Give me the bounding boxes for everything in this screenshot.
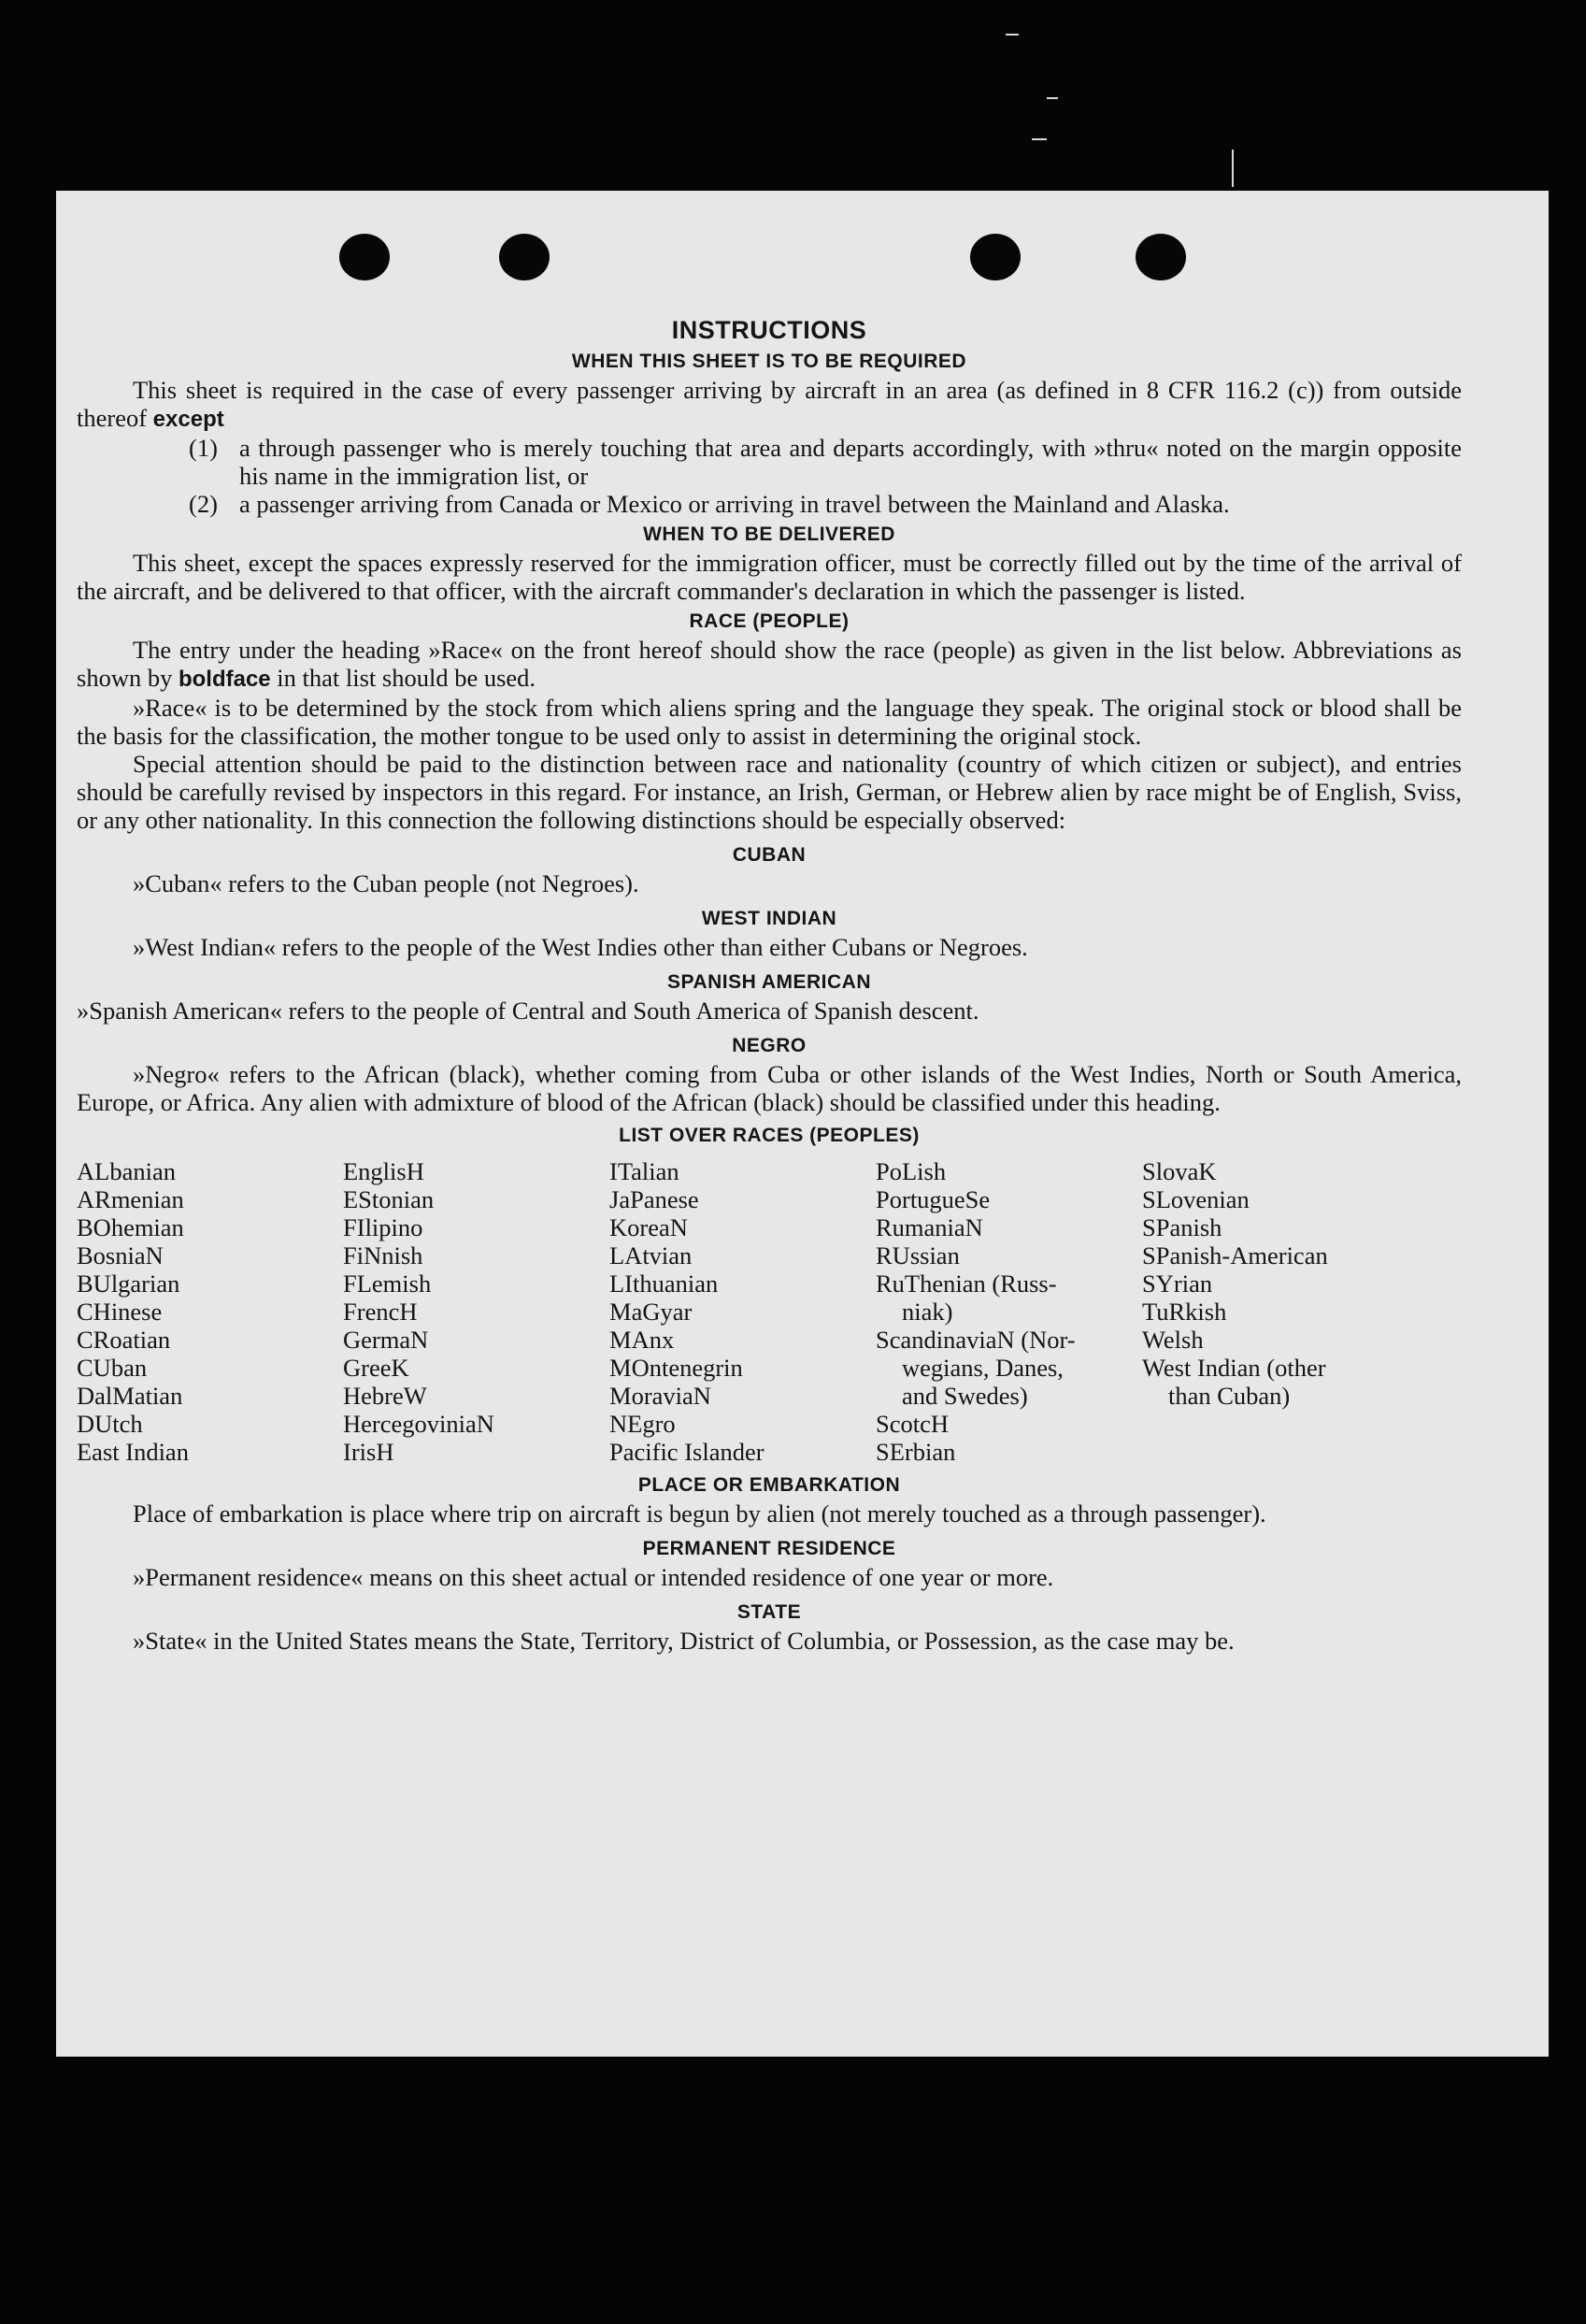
race-column xyxy=(77,1157,343,1466)
paragraph: »Permanent residence« means on this sheet actual or intended residence of one year or more. xyxy=(133,1563,1054,1591)
section-heading: PERMANENT RESIDENCE xyxy=(642,1538,896,1559)
race-item: West Indian (other xyxy=(1142,1354,1326,1382)
race-item: SErbian xyxy=(876,1438,956,1466)
race-item: ITalian xyxy=(609,1157,679,1185)
race-item: BOhemian xyxy=(77,1213,184,1241)
race-item: CHinese xyxy=(77,1298,163,1326)
race-column xyxy=(876,1157,1142,1466)
section-heading: STATE xyxy=(736,1601,802,1623)
race-item: and Swedes) xyxy=(902,1382,1028,1410)
list-item xyxy=(77,434,1462,490)
section-heading: WEST INDIAN xyxy=(701,908,837,929)
paragraph: Special attention should be paid to the distinction between race and nationality (country of which citizen or subject), and entries should be carefully revised by inspectors in this regard. For instance, an Irish, German, or Hebrew alien by race might be of English, Sviss, or any other nationality. In this connection the following distinctions should be especially observed: xyxy=(77,750,1462,834)
race-item: FiNnish xyxy=(343,1241,423,1270)
race-item: FLemish xyxy=(343,1270,432,1298)
race-item: SPanish-American xyxy=(1142,1241,1328,1270)
race-column xyxy=(1142,1157,1408,1466)
race-item: NEgro xyxy=(609,1410,676,1438)
section-heading: WHEN TO BE DELIVERED xyxy=(643,524,895,545)
paragraph: This sheet, except the spaces expressly reserved for the immigration officer, must be correctly filled out by the time of the arrival of the aircraft, and be delivered to that officer, with the aircraft commander's declaration in which the passenger is listed. xyxy=(77,549,1462,605)
race-item: EnglisH xyxy=(343,1157,424,1185)
paragraph: »Negro« refers to the African (black), whether coming from Cuba or other islands of the West Indies, North or South America, Europe, or Africa. Any alien with admixture of blood of the African (black) should be classified under this heading. xyxy=(77,1060,1462,1116)
section-heading: PLACE OR EMBARKATION xyxy=(637,1474,901,1496)
race-item: GermaN xyxy=(343,1326,429,1354)
race-column xyxy=(343,1157,609,1466)
race-item: EStonian xyxy=(343,1185,435,1213)
race-item: ALbanian xyxy=(77,1157,176,1185)
section-heading: SPANISH AMERICAN xyxy=(666,971,871,993)
paragraph-text: in that list should be used. xyxy=(277,664,536,692)
race-item: CRoatian xyxy=(77,1326,171,1354)
race-item: SlovaK xyxy=(1142,1157,1217,1185)
race-item: wegians, Danes, xyxy=(902,1354,1064,1382)
race-item: SLovenian xyxy=(1142,1185,1250,1213)
race-column xyxy=(609,1157,876,1466)
race-item: PoLish xyxy=(876,1157,947,1185)
race-item: PortugueSe xyxy=(876,1185,991,1213)
race-item: SPanish xyxy=(1142,1213,1222,1241)
race-item: MaGyar xyxy=(609,1298,693,1326)
paragraph: »State« in the United States means the State, Territory, District of Columbia, or Possession, as the case may be. xyxy=(133,1627,1235,1655)
race-list xyxy=(77,1157,1462,1466)
race-item: CUban xyxy=(77,1354,148,1382)
race-item: DalMatian xyxy=(77,1382,183,1410)
scan-speck xyxy=(1047,97,1058,99)
paragraph: »Spanish American« refers to the people of Central and South America of Spanish descent. xyxy=(77,997,979,1025)
paragraph-text: The entry under the heading »Race« on the front hereof should show the race (people) as given in the list below. Abbreviations as shown by xyxy=(77,636,1462,692)
scan-speck xyxy=(1032,138,1047,140)
list-number: (1) xyxy=(189,434,218,462)
paragraph: »Race« is to be determined by the stock from which aliens spring and the language they speak. The original stock or blood shall be the basis for the classification, the mother tongue to be used only to assist in determining the original stock. xyxy=(77,694,1462,750)
punch-hole xyxy=(970,234,1021,280)
race-item: niak) xyxy=(902,1298,953,1326)
instructions-content xyxy=(77,316,1462,1655)
race-item: HercegoviniaN xyxy=(343,1410,494,1438)
punch-hole xyxy=(499,234,550,280)
race-item: MoraviaN xyxy=(609,1382,711,1410)
paragraph: »Cuban« refers to the Cuban people (not Negroes). xyxy=(133,869,639,897)
section-heading: LIST OVER RACES (PEOPLES) xyxy=(619,1125,920,1146)
section-heading: CUBAN xyxy=(732,844,807,866)
race-item: SYrian xyxy=(1142,1270,1213,1298)
race-item: RUssian xyxy=(876,1241,960,1270)
race-item: MAnx xyxy=(609,1326,675,1354)
race-item: LAtvian xyxy=(609,1241,693,1270)
section-heading: NEGRO xyxy=(732,1035,807,1056)
race-item: MOntenegrin xyxy=(609,1354,743,1382)
section-heading: WHEN THIS SHEET IS TO BE REQUIRED xyxy=(571,351,967,372)
section-heading: RACE (PEOPLE) xyxy=(689,610,850,632)
race-item: ScandinaviaN (Nor- xyxy=(876,1326,1076,1354)
race-item: LIthuanian xyxy=(609,1270,719,1298)
race-item: DUtch xyxy=(77,1410,143,1438)
punch-hole xyxy=(1136,234,1186,280)
race-item: East Indian xyxy=(77,1438,189,1466)
document-sheet xyxy=(56,191,1549,2057)
race-item: than Cuban) xyxy=(1168,1382,1291,1410)
list-item xyxy=(77,490,1462,518)
list-text: a through passenger who is merely touching that area and departs accordingly, with »thru« noted on the margin opposite his name in the immigration list, or xyxy=(239,434,1462,490)
race-item: JaPanese xyxy=(609,1185,699,1213)
race-item: ARmenian xyxy=(77,1185,184,1213)
list-text: a passenger arriving from Canada or Mexico or arriving in travel between the Mainland and Alaska. xyxy=(239,490,1230,518)
race-item: FIlipino xyxy=(343,1213,423,1241)
punch-hole xyxy=(339,234,390,280)
race-item: IrisH xyxy=(343,1438,394,1466)
scan-speck xyxy=(1232,150,1234,187)
race-item: FrencH xyxy=(343,1298,418,1326)
race-item: Welsh xyxy=(1142,1326,1204,1354)
race-item: KoreaN xyxy=(609,1213,688,1241)
paragraph xyxy=(77,376,1462,434)
race-item: Pacific Islander xyxy=(609,1438,764,1466)
paragraph-text: This sheet is required in the case of every passenger arriving by aircraft in an area (as defined in 8 CFR 116.2 (c)) from outside thereof xyxy=(77,376,1462,432)
bold-word: except xyxy=(152,407,224,432)
race-item: BosniaN xyxy=(77,1241,164,1270)
race-item: RumaniaN xyxy=(876,1213,983,1241)
race-item: TuRkish xyxy=(1142,1298,1227,1326)
page-title: INSTRUCTIONS xyxy=(671,316,867,344)
paragraph: »West Indian« refers to the people of the West Indies other than either Cubans or Negroes. xyxy=(133,933,1028,961)
race-item: GreeK xyxy=(343,1354,409,1382)
bold-word: boldface xyxy=(178,667,271,692)
scan-speck xyxy=(1006,34,1019,36)
paragraph xyxy=(77,636,1462,694)
paragraph: Place of embarkation is place where trip on aircraft is begun by alien (not merely touched as a through passenger). xyxy=(133,1499,1266,1528)
race-item: HebreW xyxy=(343,1382,427,1410)
race-item: ScotcH xyxy=(876,1410,950,1438)
list-number: (2) xyxy=(189,490,218,518)
race-item: BUlgarian xyxy=(77,1270,180,1298)
race-item: RuThenian (Russ- xyxy=(876,1270,1057,1298)
